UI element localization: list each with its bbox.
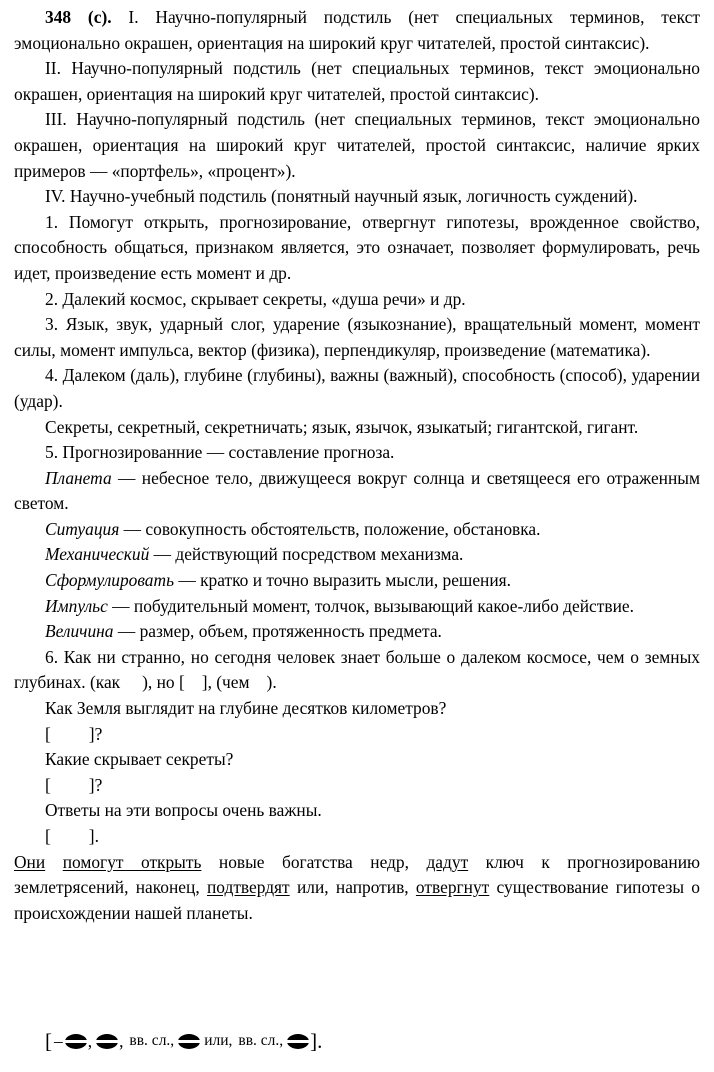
roman-numeral-4: IV. — [45, 186, 66, 207]
definition-text-impuls: — побудительный момент, толчок, вызывающий какое-либо действие. — [107, 595, 634, 616]
paragraph-roman-3 — [14, 107, 700, 184]
paragraph-roman-2-text: Научно-популярный подстиль (нет специальных терминов, текст эмоционально окрашен, ориентация на широкий круг читателей, простой синтаксис). — [14, 58, 700, 104]
qa-scheme-1 — [14, 722, 700, 748]
definition-term-situatsiya: Ситуация — [45, 518, 120, 539]
qa-scheme-1-close: ]? — [88, 723, 103, 744]
final-sentence-scheme — [45, 1029, 322, 1053]
roman-numeral-2: II. — [45, 58, 61, 79]
definition-text-velichina: — размер, объем, протяженность предмета. — [113, 621, 442, 642]
underlined-predicate-otvergnut: отвергнут — [415, 877, 490, 898]
final-seg-8: или, напротив, — [289, 877, 416, 898]
final-seg-6: ключ к прогнозированию землетрясений, наконец, — [14, 851, 700, 898]
roman-numeral-1: I. — [128, 7, 139, 27]
qa-scheme-1-open: [ — [45, 723, 51, 744]
underlined-predicate-dadut: дадут — [426, 851, 469, 872]
scheme-label-parenthetical-2: вв. сл., — [238, 1032, 284, 1049]
definition-situatsiya — [14, 517, 700, 543]
definition-term-velichina: Величина — [45, 621, 114, 642]
paragraph-roman-4 — [14, 184, 700, 210]
roman-numeral-3: III. — [45, 109, 67, 130]
paragraph-roman-3-text: Научно-популярный подстиль (нет специальных терминов, текст эмоционально окрашен, ориентация на широкий круг читателей, простой синтаксис, наличие ярких примеров — «портфель», «процент»). — [14, 109, 700, 181]
qa-question-1: Как Земля выглядит на глубине десятков километров? — [45, 698, 447, 719]
definition-text-situatsiya: — совокупность обстоятельств, положение, обстановка. — [119, 518, 541, 539]
paragraph-roman-1-text: Научно-популярный подстиль (нет специальных терминов, текст эмоционально окрашен, ориентация на широкий круг читателей, простой синтаксис). — [14, 7, 700, 53]
definition-sformulirovat — [14, 568, 700, 594]
homogeneous-member-oval-icon — [178, 1034, 200, 1049]
scheme-open-bracket: [ — [45, 1028, 52, 1053]
qa-scheme-2-close: ]? — [88, 774, 103, 795]
paragraph-item-5: 5. Прогнозированние — составление прогноза. — [45, 442, 395, 463]
item-6-scheme-mid: ), но [ — [142, 672, 185, 693]
scheme-dash: – — [54, 1031, 63, 1051]
paragraph-item-2: 2. Далекий космос, скрывает секреты, «душа речи» и др. — [45, 288, 466, 309]
paragraph-item-1: 1. Помогут открыть, прогнозирование, отвергнут гипотезы, врожденное свойство, способность общаться, признаком является, это означает, позволяет формулировать, речь идет, произведение есть момент и др. — [14, 211, 700, 283]
qa-question-2: Какие скрывает секреты? — [45, 749, 234, 770]
paragraph-item-4: 4. Далеком (даль), глубине (глубины), важны (важный), способность (способ), ударении (удар). — [14, 365, 700, 411]
paragraph-item-6 — [14, 645, 700, 696]
qa-question-3: Ответы на эти вопросы очень важны. — [45, 800, 322, 821]
scheme-label-parenthetical-1: вв. сл., — [129, 1032, 175, 1049]
scheme-comma-2: , — [119, 1031, 124, 1051]
definition-text-sformulirovat: — кратко и точно выразить мысли, решения. — [173, 570, 511, 591]
paragraph-item-3: 3. Язык, звук, ударный слог, ударение (языкознание), вращательный момент, момент силы, момент импульса, вектор (физика), перпендикуляр, произведение (математика). — [14, 314, 700, 360]
definition-text-mehanicheskiy: — действующий посредством механизма. — [149, 544, 464, 565]
definition-velichina — [14, 619, 700, 645]
homogeneous-member-oval-icon — [287, 1034, 309, 1049]
qa-scheme-3-open: [ — [45, 826, 51, 846]
paragraph-roman-1 — [14, 5, 700, 56]
definition-term-mehanicheskiy: Механический — [45, 544, 150, 565]
item-6-scheme-close: ). — [266, 672, 277, 693]
paragraph-roman-2 — [14, 56, 700, 107]
final-seg-4: новые богатства недр, — [201, 851, 427, 872]
definition-planeta — [14, 466, 700, 517]
item-6-sentence: 6. Как ни странно, но сегодня человек знает больше о далеком космосе, чем о земных глубинах. — [14, 646, 700, 693]
scheme-conjunction: или, — [204, 1032, 233, 1049]
scheme-close-bracket: ]. — [310, 1028, 323, 1053]
qa-scheme-3-close: ]. — [88, 826, 99, 846]
qa-scheme-3 — [14, 824, 700, 850]
page-text-body — [14, 5, 700, 926]
paragraph-final-analysis — [14, 850, 700, 927]
definition-mehanicheskiy — [14, 542, 700, 568]
item-6-scheme-mid2: ], (чем — [201, 672, 250, 693]
final-seg-10: существование гипотезы о происхождении нашей планеты. — [14, 877, 700, 923]
definition-text-planeta: — небесное тело, движущееся вокруг солнца и светящееся его отраженным светом. — [14, 467, 700, 514]
item-6-scheme-open: (как — [89, 672, 121, 693]
definition-impuls — [14, 594, 700, 620]
underlined-predicate-podtverdyat: подтвердят — [206, 877, 290, 898]
homogeneous-member-oval-icon — [65, 1034, 87, 1049]
paragraph-roman-4-text: Научно-учебный подстиль (понятный научный язык, логичность суждений). — [69, 186, 638, 207]
definition-term-sformulirovat: Сформулировать — [45, 570, 174, 591]
paragraph-item-4b: Секреты, секретный, секретничать; язык, язычок, языкатый; гигантской, гигант. — [45, 416, 639, 437]
underlined-subject-oni: Они — [14, 851, 46, 872]
definition-term-impuls: Импульс — [45, 595, 108, 616]
homogeneous-member-oval-icon — [96, 1034, 118, 1049]
space-1 — [45, 852, 63, 872]
definition-term-planeta: Планета — [45, 467, 112, 488]
exercise-number: 348 (с). — [45, 7, 112, 27]
scheme-comma-1: , — [87, 1031, 93, 1051]
underlined-predicate-pomogut-otkryt: помогут открыть — [62, 851, 202, 872]
qa-scheme-2-open: [ — [45, 774, 51, 795]
qa-scheme-2 — [14, 773, 700, 799]
